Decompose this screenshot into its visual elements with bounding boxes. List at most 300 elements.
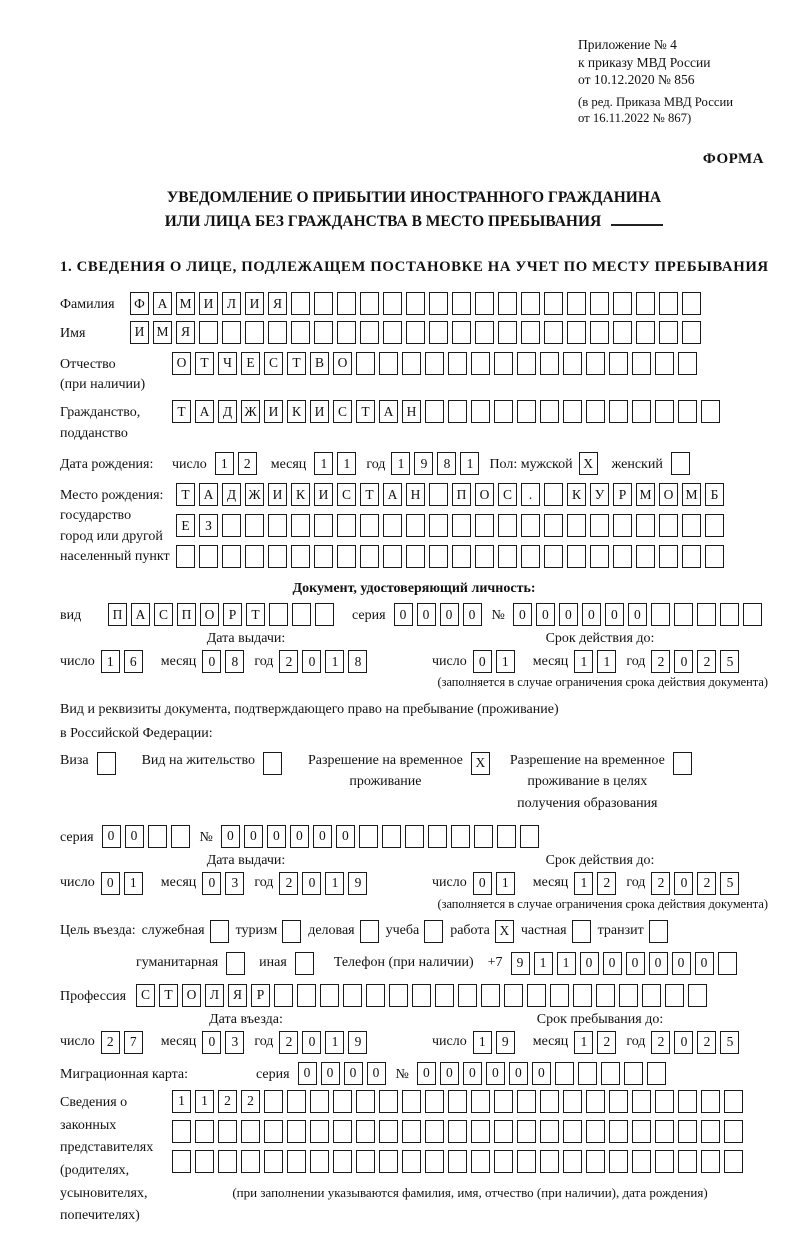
char-cell[interactable] xyxy=(210,920,229,943)
char-cell[interactable] xyxy=(613,321,632,344)
char-cell[interactable] xyxy=(673,752,692,775)
char-cell[interactable]: 0 xyxy=(582,603,601,626)
char-cell[interactable] xyxy=(655,1120,674,1143)
char-cell[interactable]: 0 xyxy=(559,603,578,626)
char-cell[interactable] xyxy=(379,352,398,375)
char-cell[interactable] xyxy=(425,1150,444,1173)
char-cell[interactable] xyxy=(632,1090,651,1113)
char-cell[interactable] xyxy=(452,514,471,537)
char-cell[interactable] xyxy=(613,292,632,315)
char-cell[interactable] xyxy=(176,545,195,568)
char-cell[interactable] xyxy=(360,514,379,537)
char-cell[interactable] xyxy=(222,321,241,344)
char-cell[interactable]: О xyxy=(182,984,201,1007)
char-cell[interactable] xyxy=(498,321,517,344)
char-cell[interactable]: 2 xyxy=(279,650,298,673)
char-cell[interactable] xyxy=(343,984,362,1007)
char-cell[interactable] xyxy=(295,952,314,975)
char-cell[interactable] xyxy=(458,984,477,1007)
char-cell[interactable] xyxy=(705,514,724,537)
char-cell[interactable] xyxy=(674,603,693,626)
char-cell[interactable]: М xyxy=(176,292,195,315)
char-cell[interactable] xyxy=(494,400,513,423)
char-cell[interactable] xyxy=(195,1120,214,1143)
char-cell[interactable] xyxy=(494,1120,513,1143)
char-cell[interactable] xyxy=(540,400,559,423)
char-cell[interactable]: 0 xyxy=(674,872,693,895)
char-cell[interactable] xyxy=(222,545,241,568)
char-cell[interactable] xyxy=(172,1150,191,1173)
char-cell[interactable]: 2 xyxy=(651,650,670,673)
char-cell[interactable] xyxy=(292,603,311,626)
char-cell[interactable]: О xyxy=(475,483,494,506)
char-cell[interactable] xyxy=(671,452,690,475)
char-cell[interactable] xyxy=(310,1150,329,1173)
char-cell[interactable] xyxy=(609,400,628,423)
char-cell[interactable]: Т xyxy=(356,400,375,423)
char-cell[interactable] xyxy=(540,352,559,375)
char-cell[interactable] xyxy=(402,1090,421,1113)
char-cell[interactable]: 1 xyxy=(460,452,479,475)
char-cell[interactable]: 0 xyxy=(394,603,413,626)
char-cell[interactable] xyxy=(494,1090,513,1113)
char-cell[interactable]: Т xyxy=(159,984,178,1007)
char-cell[interactable]: 2 xyxy=(597,872,616,895)
char-cell[interactable] xyxy=(314,514,333,537)
char-cell[interactable] xyxy=(517,1150,536,1173)
char-cell[interactable] xyxy=(632,1120,651,1143)
char-cell[interactable] xyxy=(475,292,494,315)
char-cell[interactable] xyxy=(383,545,402,568)
char-cell[interactable] xyxy=(314,545,333,568)
char-cell[interactable] xyxy=(682,321,701,344)
char-cell[interactable] xyxy=(563,400,582,423)
char-cell[interactable] xyxy=(287,1090,306,1113)
char-cell[interactable] xyxy=(636,514,655,537)
char-cell[interactable]: 0 xyxy=(202,650,221,673)
char-cell[interactable] xyxy=(647,1062,666,1085)
char-cell[interactable]: Р xyxy=(223,603,242,626)
char-cell[interactable] xyxy=(497,825,516,848)
char-cell[interactable] xyxy=(360,321,379,344)
char-cell[interactable] xyxy=(269,603,288,626)
char-cell[interactable]: 3 xyxy=(225,1031,244,1054)
char-cell[interactable]: 8 xyxy=(437,452,456,475)
char-cell[interactable]: Ч xyxy=(218,352,237,375)
char-cell[interactable] xyxy=(517,1120,536,1143)
char-cell[interactable] xyxy=(429,514,448,537)
char-cell[interactable] xyxy=(567,292,586,315)
char-cell[interactable] xyxy=(544,292,563,315)
char-cell[interactable]: О xyxy=(172,352,191,375)
char-cell[interactable]: Д xyxy=(218,400,237,423)
char-cell[interactable] xyxy=(199,321,218,344)
char-cell[interactable]: X xyxy=(471,752,490,775)
char-cell[interactable] xyxy=(452,292,471,315)
char-cell[interactable]: Д xyxy=(222,483,241,506)
char-cell[interactable]: 1 xyxy=(534,952,553,975)
char-cell[interactable]: 8 xyxy=(225,650,244,673)
char-cell[interactable] xyxy=(636,292,655,315)
char-cell[interactable] xyxy=(544,514,563,537)
char-cell[interactable]: 2 xyxy=(279,872,298,895)
char-cell[interactable]: 1 xyxy=(597,650,616,673)
char-cell[interactable]: 0 xyxy=(473,872,492,895)
char-cell[interactable]: 1 xyxy=(391,452,410,475)
char-cell[interactable] xyxy=(724,1150,743,1173)
char-cell[interactable] xyxy=(655,1150,674,1173)
char-cell[interactable] xyxy=(520,825,539,848)
char-cell[interactable] xyxy=(337,321,356,344)
char-cell[interactable] xyxy=(636,321,655,344)
char-cell[interactable]: 0 xyxy=(509,1062,528,1085)
char-cell[interactable]: 1 xyxy=(325,1031,344,1054)
char-cell[interactable]: 1 xyxy=(574,872,593,895)
char-cell[interactable] xyxy=(222,514,241,537)
char-cell[interactable]: Б xyxy=(705,483,724,506)
char-cell[interactable] xyxy=(337,514,356,537)
char-cell[interactable] xyxy=(241,1150,260,1173)
char-cell[interactable]: 7 xyxy=(124,1031,143,1054)
char-cell[interactable] xyxy=(678,1120,697,1143)
char-cell[interactable] xyxy=(383,321,402,344)
char-cell[interactable]: Т xyxy=(176,483,195,506)
char-cell[interactable]: 1 xyxy=(124,872,143,895)
char-cell[interactable] xyxy=(498,514,517,537)
char-cell[interactable] xyxy=(494,1150,513,1173)
char-cell[interactable]: А xyxy=(199,483,218,506)
char-cell[interactable]: 0 xyxy=(532,1062,551,1085)
char-cell[interactable]: А xyxy=(379,400,398,423)
char-cell[interactable] xyxy=(471,400,490,423)
char-cell[interactable]: 2 xyxy=(218,1090,237,1113)
char-cell[interactable]: 0 xyxy=(302,1031,321,1054)
char-cell[interactable] xyxy=(382,825,401,848)
char-cell[interactable] xyxy=(586,1120,605,1143)
char-cell[interactable]: С xyxy=(337,483,356,506)
char-cell[interactable]: 0 xyxy=(367,1062,386,1085)
char-cell[interactable] xyxy=(642,984,661,1007)
char-cell[interactable] xyxy=(743,603,762,626)
char-cell[interactable]: 0 xyxy=(313,825,332,848)
char-cell[interactable] xyxy=(624,1062,643,1085)
char-cell[interactable] xyxy=(320,984,339,1007)
char-cell[interactable] xyxy=(632,1150,651,1173)
char-cell[interactable] xyxy=(264,1150,283,1173)
char-cell[interactable] xyxy=(406,321,425,344)
char-cell[interactable]: 0 xyxy=(298,1062,317,1085)
char-cell[interactable] xyxy=(567,514,586,537)
char-cell[interactable]: 0 xyxy=(102,825,121,848)
char-cell[interactable] xyxy=(263,752,282,775)
char-cell[interactable] xyxy=(596,984,615,1007)
char-cell[interactable]: О xyxy=(333,352,352,375)
char-cell[interactable]: 1 xyxy=(574,1031,593,1054)
char-cell[interactable] xyxy=(724,1090,743,1113)
char-cell[interactable] xyxy=(563,1090,582,1113)
char-cell[interactable]: 0 xyxy=(221,825,240,848)
char-cell[interactable] xyxy=(590,321,609,344)
char-cell[interactable] xyxy=(655,352,674,375)
char-cell[interactable] xyxy=(297,984,316,1007)
char-cell[interactable] xyxy=(448,400,467,423)
char-cell[interactable] xyxy=(199,545,218,568)
char-cell[interactable]: И xyxy=(245,292,264,315)
char-cell[interactable] xyxy=(333,1090,352,1113)
char-cell[interactable] xyxy=(268,514,287,537)
char-cell[interactable] xyxy=(268,321,287,344)
char-cell[interactable] xyxy=(429,545,448,568)
char-cell[interactable] xyxy=(578,1062,597,1085)
char-cell[interactable] xyxy=(429,321,448,344)
char-cell[interactable] xyxy=(412,984,431,1007)
char-cell[interactable] xyxy=(636,545,655,568)
char-cell[interactable]: 5 xyxy=(720,1031,739,1054)
char-cell[interactable]: 1 xyxy=(101,650,120,673)
char-cell[interactable]: Т xyxy=(360,483,379,506)
char-cell[interactable]: 1 xyxy=(215,452,234,475)
char-cell[interactable]: 2 xyxy=(238,452,257,475)
char-cell[interactable]: С xyxy=(333,400,352,423)
char-cell[interactable] xyxy=(264,1120,283,1143)
char-cell[interactable]: 0 xyxy=(580,952,599,975)
char-cell[interactable] xyxy=(379,1090,398,1113)
char-cell[interactable]: X xyxy=(495,920,514,943)
char-cell[interactable] xyxy=(425,400,444,423)
char-cell[interactable]: 2 xyxy=(697,1031,716,1054)
char-cell[interactable] xyxy=(544,321,563,344)
char-cell[interactable] xyxy=(315,603,334,626)
char-cell[interactable]: 0 xyxy=(440,1062,459,1085)
char-cell[interactable]: 6 xyxy=(124,650,143,673)
char-cell[interactable]: И xyxy=(199,292,218,315)
char-cell[interactable] xyxy=(405,825,424,848)
char-cell[interactable]: К xyxy=(291,483,310,506)
char-cell[interactable] xyxy=(481,984,500,1007)
char-cell[interactable]: 0 xyxy=(302,650,321,673)
char-cell[interactable] xyxy=(448,1120,467,1143)
char-cell[interactable] xyxy=(609,1090,628,1113)
char-cell[interactable]: 0 xyxy=(244,825,263,848)
char-cell[interactable]: А xyxy=(195,400,214,423)
char-cell[interactable] xyxy=(517,400,536,423)
char-cell[interactable] xyxy=(435,984,454,1007)
char-cell[interactable]: И xyxy=(130,321,149,344)
char-cell[interactable] xyxy=(245,545,264,568)
char-cell[interactable] xyxy=(586,1150,605,1173)
char-cell[interactable]: Т xyxy=(246,603,265,626)
char-cell[interactable] xyxy=(540,1090,559,1113)
char-cell[interactable] xyxy=(148,825,167,848)
char-cell[interactable] xyxy=(718,952,737,975)
char-cell[interactable]: 2 xyxy=(101,1031,120,1054)
char-cell[interactable]: К xyxy=(567,483,586,506)
char-cell[interactable] xyxy=(474,825,493,848)
char-cell[interactable]: 0 xyxy=(513,603,532,626)
char-cell[interactable] xyxy=(389,984,408,1007)
char-cell[interactable] xyxy=(521,545,540,568)
char-cell[interactable]: М xyxy=(153,321,172,344)
char-cell[interactable]: Е xyxy=(176,514,195,537)
char-cell[interactable] xyxy=(310,1090,329,1113)
char-cell[interactable] xyxy=(218,1150,237,1173)
char-cell[interactable]: 0 xyxy=(321,1062,340,1085)
char-cell[interactable]: П xyxy=(177,603,196,626)
char-cell[interactable] xyxy=(359,825,378,848)
char-cell[interactable] xyxy=(402,1120,421,1143)
char-cell[interactable] xyxy=(360,545,379,568)
char-cell[interactable]: 0 xyxy=(125,825,144,848)
char-cell[interactable]: 0 xyxy=(674,650,693,673)
char-cell[interactable] xyxy=(665,984,684,1007)
char-cell[interactable] xyxy=(452,545,471,568)
char-cell[interactable]: 0 xyxy=(302,872,321,895)
char-cell[interactable] xyxy=(471,1120,490,1143)
char-cell[interactable] xyxy=(291,321,310,344)
char-cell[interactable] xyxy=(314,321,333,344)
char-cell[interactable] xyxy=(563,352,582,375)
char-cell[interactable]: 5 xyxy=(720,650,739,673)
char-cell[interactable]: 0 xyxy=(536,603,555,626)
char-cell[interactable] xyxy=(429,483,448,506)
char-cell[interactable]: Я xyxy=(176,321,195,344)
char-cell[interactable]: А xyxy=(131,603,150,626)
char-cell[interactable] xyxy=(291,292,310,315)
char-cell[interactable]: И xyxy=(264,400,283,423)
char-cell[interactable]: А xyxy=(383,483,402,506)
char-cell[interactable] xyxy=(383,292,402,315)
char-cell[interactable] xyxy=(563,1120,582,1143)
char-cell[interactable] xyxy=(451,825,470,848)
char-cell[interactable] xyxy=(659,292,678,315)
char-cell[interactable] xyxy=(540,1120,559,1143)
char-cell[interactable] xyxy=(282,920,301,943)
char-cell[interactable] xyxy=(609,1120,628,1143)
char-cell[interactable]: М xyxy=(636,483,655,506)
char-cell[interactable]: Я xyxy=(268,292,287,315)
char-cell[interactable] xyxy=(682,514,701,537)
char-cell[interactable] xyxy=(590,514,609,537)
char-cell[interactable] xyxy=(310,1120,329,1143)
char-cell[interactable] xyxy=(632,352,651,375)
char-cell[interactable] xyxy=(651,603,670,626)
char-cell[interactable] xyxy=(245,321,264,344)
char-cell[interactable] xyxy=(274,984,293,1007)
char-cell[interactable]: 1 xyxy=(337,452,356,475)
char-cell[interactable] xyxy=(337,545,356,568)
char-cell[interactable]: X xyxy=(579,452,598,475)
char-cell[interactable]: 2 xyxy=(241,1090,260,1113)
char-cell[interactable] xyxy=(498,545,517,568)
char-cell[interactable]: 2 xyxy=(651,1031,670,1054)
char-cell[interactable]: С xyxy=(136,984,155,1007)
char-cell[interactable] xyxy=(406,292,425,315)
char-cell[interactable]: 9 xyxy=(414,452,433,475)
char-cell[interactable] xyxy=(609,352,628,375)
char-cell[interactable] xyxy=(544,483,563,506)
char-cell[interactable] xyxy=(424,920,443,943)
char-cell[interactable]: 0 xyxy=(674,1031,693,1054)
char-cell[interactable]: Е xyxy=(241,352,260,375)
char-cell[interactable] xyxy=(521,321,540,344)
char-cell[interactable]: Ж xyxy=(245,483,264,506)
char-cell[interactable] xyxy=(471,1090,490,1113)
char-cell[interactable] xyxy=(724,1120,743,1143)
char-cell[interactable] xyxy=(540,1150,559,1173)
char-cell[interactable]: З xyxy=(199,514,218,537)
char-cell[interactable] xyxy=(567,321,586,344)
char-cell[interactable] xyxy=(555,1062,574,1085)
char-cell[interactable]: Р xyxy=(613,483,632,506)
char-cell[interactable] xyxy=(171,825,190,848)
char-cell[interactable] xyxy=(241,1120,260,1143)
char-cell[interactable] xyxy=(195,1150,214,1173)
char-cell[interactable]: 0 xyxy=(202,1031,221,1054)
char-cell[interactable] xyxy=(226,952,245,975)
char-cell[interactable]: 0 xyxy=(290,825,309,848)
char-cell[interactable]: В xyxy=(310,352,329,375)
char-cell[interactable] xyxy=(471,1150,490,1173)
char-cell[interactable]: 0 xyxy=(605,603,624,626)
char-cell[interactable] xyxy=(356,1090,375,1113)
char-cell[interactable] xyxy=(366,984,385,1007)
char-cell[interactable]: С xyxy=(498,483,517,506)
char-cell[interactable] xyxy=(649,920,668,943)
char-cell[interactable] xyxy=(655,1090,674,1113)
char-cell[interactable]: 0 xyxy=(202,872,221,895)
char-cell[interactable]: О xyxy=(200,603,219,626)
char-cell[interactable] xyxy=(97,752,116,775)
char-cell[interactable] xyxy=(406,545,425,568)
char-cell[interactable]: О xyxy=(659,483,678,506)
char-cell[interactable] xyxy=(550,984,569,1007)
char-cell[interactable] xyxy=(314,292,333,315)
char-cell[interactable] xyxy=(567,545,586,568)
char-cell[interactable]: Н xyxy=(402,400,421,423)
char-cell[interactable] xyxy=(264,1090,283,1113)
char-cell[interactable]: 0 xyxy=(486,1062,505,1085)
char-cell[interactable] xyxy=(517,1090,536,1113)
char-cell[interactable] xyxy=(428,825,447,848)
char-cell[interactable] xyxy=(245,514,264,537)
char-cell[interactable] xyxy=(697,603,716,626)
char-cell[interactable]: Л xyxy=(222,292,241,315)
char-cell[interactable]: 1 xyxy=(195,1090,214,1113)
char-cell[interactable] xyxy=(471,352,490,375)
char-cell[interactable]: 9 xyxy=(496,1031,515,1054)
char-cell[interactable] xyxy=(613,514,632,537)
char-cell[interactable] xyxy=(448,352,467,375)
char-cell[interactable] xyxy=(563,1150,582,1173)
char-cell[interactable] xyxy=(402,352,421,375)
char-cell[interactable]: 2 xyxy=(597,1031,616,1054)
char-cell[interactable] xyxy=(337,292,356,315)
char-cell[interactable]: 0 xyxy=(101,872,120,895)
char-cell[interactable] xyxy=(406,514,425,537)
char-cell[interactable]: П xyxy=(452,483,471,506)
char-cell[interactable] xyxy=(475,321,494,344)
char-cell[interactable] xyxy=(586,352,605,375)
char-cell[interactable] xyxy=(701,1090,720,1113)
char-cell[interactable]: 1 xyxy=(325,872,344,895)
char-cell[interactable] xyxy=(544,545,563,568)
char-cell[interactable] xyxy=(521,514,540,537)
char-cell[interactable] xyxy=(701,400,720,423)
char-cell[interactable]: М xyxy=(682,483,701,506)
char-cell[interactable] xyxy=(498,292,517,315)
char-cell[interactable] xyxy=(425,352,444,375)
char-cell[interactable]: Л xyxy=(205,984,224,1007)
